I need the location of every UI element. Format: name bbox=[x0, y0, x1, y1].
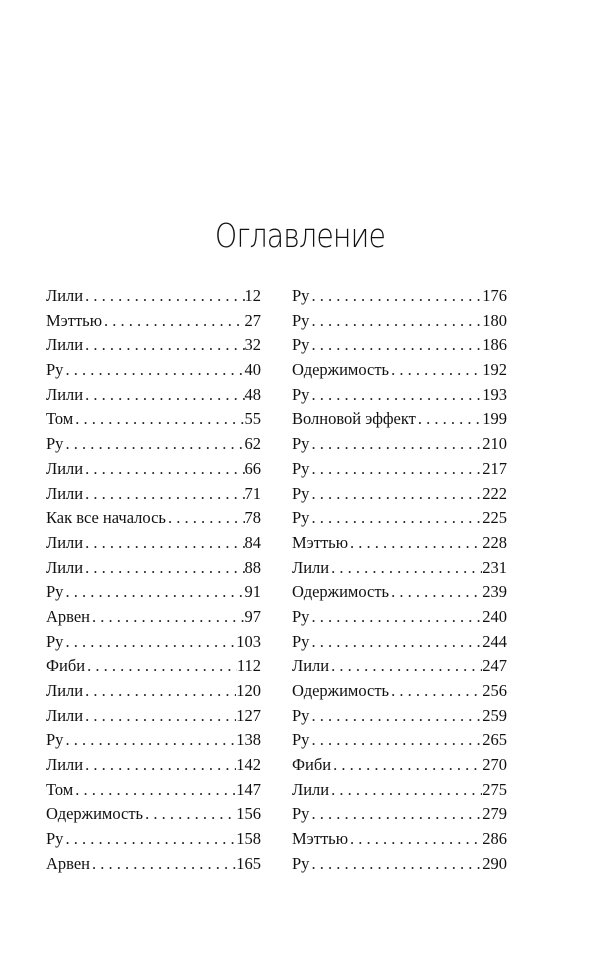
toc-entry-page-number: 270 bbox=[482, 755, 507, 775]
toc-leader-dots bbox=[63, 358, 244, 383]
toc-entry-page-number: 165 bbox=[236, 853, 261, 873]
toc-entry-page-number: 265 bbox=[482, 730, 507, 750]
toc-entry-page-number: 222 bbox=[482, 483, 507, 503]
toc-entry-title: Ру bbox=[292, 853, 310, 873]
toc-leader-dots bbox=[83, 556, 244, 581]
toc-entry bbox=[292, 333, 507, 358]
toc-leader-dots bbox=[309, 630, 482, 655]
toc-entry-page-number: 186 bbox=[482, 335, 507, 355]
toc-entry-title: Арвен bbox=[46, 853, 91, 873]
toc-leader-dots bbox=[63, 630, 236, 655]
toc-entry-title: Лили bbox=[46, 532, 84, 552]
toc-entry bbox=[292, 383, 507, 408]
toc-leader-dots bbox=[309, 482, 482, 507]
toc-leader-dots bbox=[73, 407, 244, 432]
toc-leader-dots bbox=[309, 284, 482, 309]
toc-entry-page-number: 256 bbox=[482, 681, 507, 700]
toc-entry bbox=[292, 457, 507, 482]
toc-entry-title: Лили bbox=[46, 483, 84, 503]
toc-entry-page-number: 228 bbox=[482, 532, 507, 552]
toc-entry-title: Ру bbox=[292, 384, 310, 404]
toc-entry bbox=[46, 802, 261, 827]
toc-leader-dots bbox=[63, 827, 236, 852]
toc-entry bbox=[46, 333, 261, 358]
toc-leader-dots bbox=[416, 407, 482, 432]
toc-entry-title: Лили bbox=[46, 705, 84, 725]
toc-entry bbox=[46, 383, 261, 408]
toc-leader-dots bbox=[83, 679, 236, 704]
toc-entry-title: Ру bbox=[292, 705, 310, 725]
toc-leader-dots bbox=[348, 827, 482, 852]
toc-entry-title: Ру bbox=[292, 310, 310, 330]
toc-entry-page-number: 32 bbox=[244, 335, 261, 355]
toc-leader-dots bbox=[309, 704, 482, 729]
toc-entry-page-number: 103 bbox=[236, 631, 261, 651]
toc-entry-page-number: 217 bbox=[482, 458, 507, 478]
toc-entry-page-number: 147 bbox=[236, 779, 261, 799]
toc-entry-page-number: 12 bbox=[244, 286, 261, 305]
toc-entry-title: Волновой эффект bbox=[292, 409, 416, 429]
toc-leader-dots bbox=[83, 383, 244, 408]
toc-entry-page-number: 78 bbox=[244, 508, 261, 528]
toc-entry-title: Ру bbox=[292, 804, 310, 824]
toc-leader-dots bbox=[83, 704, 236, 729]
toc-leader-dots bbox=[90, 605, 244, 630]
toc-leader-dots bbox=[329, 654, 482, 679]
toc-entry-page-number: 180 bbox=[482, 310, 507, 330]
toc-leader-dots bbox=[309, 333, 482, 358]
toc-entry-page-number: 55 bbox=[244, 409, 261, 429]
toc-entry-page-number: 71 bbox=[244, 483, 261, 503]
toc-leader-dots bbox=[102, 309, 244, 334]
toc-entry-page-number: 193 bbox=[482, 384, 507, 404]
toc-entry bbox=[46, 630, 261, 655]
toc-entry-title: Одержимость bbox=[292, 582, 390, 602]
toc-entry-page-number: 259 bbox=[482, 705, 507, 725]
toc-leader-dots bbox=[309, 605, 482, 630]
toc-entry-page-number: 88 bbox=[244, 557, 261, 577]
toc-entry-page-number: 286 bbox=[482, 829, 507, 849]
toc-entry-page-number: 156 bbox=[236, 804, 261, 824]
toc-entry-title: Ру bbox=[292, 434, 310, 454]
toc-entry bbox=[46, 605, 261, 630]
toc-entry-title: Лили bbox=[292, 779, 330, 799]
toc-column-left bbox=[46, 284, 261, 877]
toc-leader-dots bbox=[329, 556, 482, 581]
toc-entry-title: Ру bbox=[292, 483, 310, 503]
toc-entry bbox=[292, 284, 507, 309]
toc-entry bbox=[292, 630, 507, 655]
toc-entry bbox=[46, 704, 261, 729]
toc-entry bbox=[292, 852, 507, 877]
toc-leader-dots bbox=[83, 457, 244, 482]
toc-entry-title: Ру bbox=[46, 631, 64, 651]
toc-entry-page-number: 112 bbox=[236, 656, 261, 676]
toc-entry bbox=[292, 482, 507, 507]
toc-entry-title: Ру bbox=[46, 434, 64, 454]
toc-entry-title: Лили bbox=[46, 286, 84, 305]
toc-leader-dots bbox=[309, 383, 482, 408]
toc-entry-title: Лили bbox=[46, 557, 84, 577]
toc-entry-page-number: 176 bbox=[482, 286, 507, 305]
toc-entry-page-number: 66 bbox=[244, 458, 261, 478]
toc-entry bbox=[46, 827, 261, 852]
toc-entry-page-number: 62 bbox=[244, 434, 261, 454]
toc-entry-title: Как все началось bbox=[46, 508, 166, 528]
toc-leader-dots bbox=[73, 778, 236, 803]
toc-entry-page-number: 247 bbox=[482, 656, 507, 676]
toc-leader-dots bbox=[143, 802, 236, 827]
toc-entry bbox=[46, 432, 261, 457]
toc-entry-title: Одержимость bbox=[292, 360, 390, 380]
toc-entry bbox=[46, 654, 261, 679]
toc-entry bbox=[292, 580, 507, 605]
toc-entry-page-number: 239 bbox=[482, 582, 507, 602]
toc-entry-title: Мэттью bbox=[46, 310, 103, 330]
toc-entry-title: Лили bbox=[46, 384, 84, 404]
toc-leader-dots bbox=[309, 309, 482, 334]
toc-entry-page-number: 138 bbox=[236, 730, 261, 750]
toc-entry-title: Мэттью bbox=[292, 829, 349, 849]
toc-entry-page-number: 40 bbox=[244, 360, 261, 380]
toc-entry-page-number: 48 bbox=[244, 384, 261, 404]
toc-leader-dots bbox=[309, 506, 482, 531]
toc-entry-page-number: 231 bbox=[482, 557, 507, 577]
toc-leader-dots bbox=[389, 679, 482, 704]
toc-leader-dots bbox=[166, 506, 245, 531]
toc-entry bbox=[46, 506, 261, 531]
toc-entry-page-number: 120 bbox=[236, 681, 261, 700]
toc-entry-title: Арвен bbox=[46, 606, 91, 626]
toc-entry-page-number: 225 bbox=[482, 508, 507, 528]
toc-entry-page-number: 279 bbox=[482, 804, 507, 824]
toc-leader-dots bbox=[83, 284, 244, 309]
toc-entry bbox=[46, 284, 261, 309]
toc-entry-title: Ру bbox=[46, 730, 64, 750]
toc-entry-title: Лили bbox=[46, 755, 84, 775]
toc-entry-page-number: 275 bbox=[482, 779, 507, 799]
toc-entry-page-number: 27 bbox=[244, 310, 261, 330]
toc-entry bbox=[46, 728, 261, 753]
toc-entry bbox=[292, 358, 507, 383]
toc-entry bbox=[292, 432, 507, 457]
toc-entry-title: Лили bbox=[46, 681, 84, 700]
toc-entry bbox=[292, 531, 507, 556]
toc-leader-dots bbox=[85, 654, 237, 679]
toc-entry bbox=[46, 753, 261, 778]
toc-entry-title: Ру bbox=[292, 508, 310, 528]
toc-entry bbox=[292, 605, 507, 630]
toc-entry-page-number: 97 bbox=[244, 606, 261, 626]
toc-leader-dots bbox=[389, 580, 482, 605]
toc-entry bbox=[292, 704, 507, 729]
toc-column-right bbox=[292, 284, 507, 877]
toc-entry-page-number: 240 bbox=[482, 606, 507, 626]
toc-leader-dots bbox=[331, 753, 482, 778]
toc-entry-title: Ру bbox=[292, 458, 310, 478]
page-title: Оглавление bbox=[214, 216, 386, 255]
toc-entry-title: Ру bbox=[46, 360, 64, 380]
toc-entry-title: Том bbox=[46, 409, 74, 429]
toc-leader-dots bbox=[63, 580, 244, 605]
toc-entry-title: Лили bbox=[292, 557, 330, 577]
toc-entry-page-number: 244 bbox=[482, 631, 507, 651]
toc-entry bbox=[292, 753, 507, 778]
toc-leader-dots bbox=[348, 531, 482, 556]
toc-entry-title: Лили bbox=[292, 656, 330, 676]
toc-entry-page-number: 158 bbox=[236, 829, 261, 849]
toc-entry-page-number: 91 bbox=[244, 582, 261, 602]
toc-entry-title: Ру bbox=[292, 631, 310, 651]
toc-entry-title: Лили bbox=[46, 335, 84, 355]
toc-leader-dots bbox=[309, 432, 482, 457]
toc-entry-page-number: 142 bbox=[236, 755, 261, 775]
toc-entry-title: Ру bbox=[46, 582, 64, 602]
toc-entry-title: Мэттью bbox=[292, 532, 349, 552]
toc-entry-title: Лили bbox=[46, 458, 84, 478]
toc-entry bbox=[46, 531, 261, 556]
toc-leader-dots bbox=[83, 482, 244, 507]
toc-entry-title: Ру bbox=[292, 286, 310, 305]
toc-leader-dots bbox=[63, 432, 244, 457]
toc-entry bbox=[46, 679, 261, 704]
toc-leader-dots bbox=[309, 457, 482, 482]
toc-entry bbox=[292, 407, 507, 432]
toc-entry-page-number: 210 bbox=[482, 434, 507, 454]
toc-entry-title: Ру bbox=[292, 606, 310, 626]
toc-entry bbox=[292, 728, 507, 753]
toc-entry-title: Том bbox=[46, 779, 74, 799]
toc-entry bbox=[292, 506, 507, 531]
toc-leader-dots bbox=[83, 753, 236, 778]
toc-entry bbox=[46, 358, 261, 383]
toc-entry bbox=[46, 580, 261, 605]
toc-entry-title: Ру bbox=[46, 829, 64, 849]
toc-entry bbox=[46, 309, 261, 334]
toc-entry bbox=[292, 309, 507, 334]
toc-leader-dots bbox=[309, 728, 482, 753]
toc-entry bbox=[292, 654, 507, 679]
toc-leader-dots bbox=[309, 802, 482, 827]
toc-leader-dots bbox=[329, 778, 482, 803]
toc-entry bbox=[46, 482, 261, 507]
toc-entry-title: Фиби bbox=[292, 755, 332, 775]
toc-entry bbox=[292, 679, 507, 704]
toc-entry-page-number: 199 bbox=[482, 409, 507, 429]
toc-leader-dots bbox=[63, 728, 236, 753]
toc-leader-dots bbox=[389, 358, 482, 383]
toc-entry-page-number: 192 bbox=[482, 360, 507, 380]
toc-entry bbox=[46, 778, 261, 803]
toc-entry-title: Фиби bbox=[46, 656, 86, 676]
toc-entry-title: Одержимость bbox=[46, 804, 144, 824]
toc-entry-page-number: 84 bbox=[244, 532, 261, 552]
toc-leader-dots bbox=[83, 333, 244, 358]
toc-entry bbox=[292, 778, 507, 803]
toc-leader-dots bbox=[83, 531, 244, 556]
toc-entry-page-number: 290 bbox=[482, 853, 507, 873]
toc-entry bbox=[46, 457, 261, 482]
toc-entry bbox=[46, 852, 261, 877]
toc-entry bbox=[292, 802, 507, 827]
toc-entry-title: Одержимость bbox=[292, 681, 390, 700]
toc-entry bbox=[46, 407, 261, 432]
toc-entry bbox=[292, 827, 507, 852]
toc-entry-title: Ру bbox=[292, 730, 310, 750]
toc-leader-dots bbox=[309, 852, 482, 877]
toc-leader-dots bbox=[90, 852, 236, 877]
toc-entry bbox=[46, 556, 261, 581]
toc-entry bbox=[292, 556, 507, 581]
toc-entry-page-number: 127 bbox=[236, 705, 261, 725]
toc-entry-title: Ру bbox=[292, 335, 310, 355]
